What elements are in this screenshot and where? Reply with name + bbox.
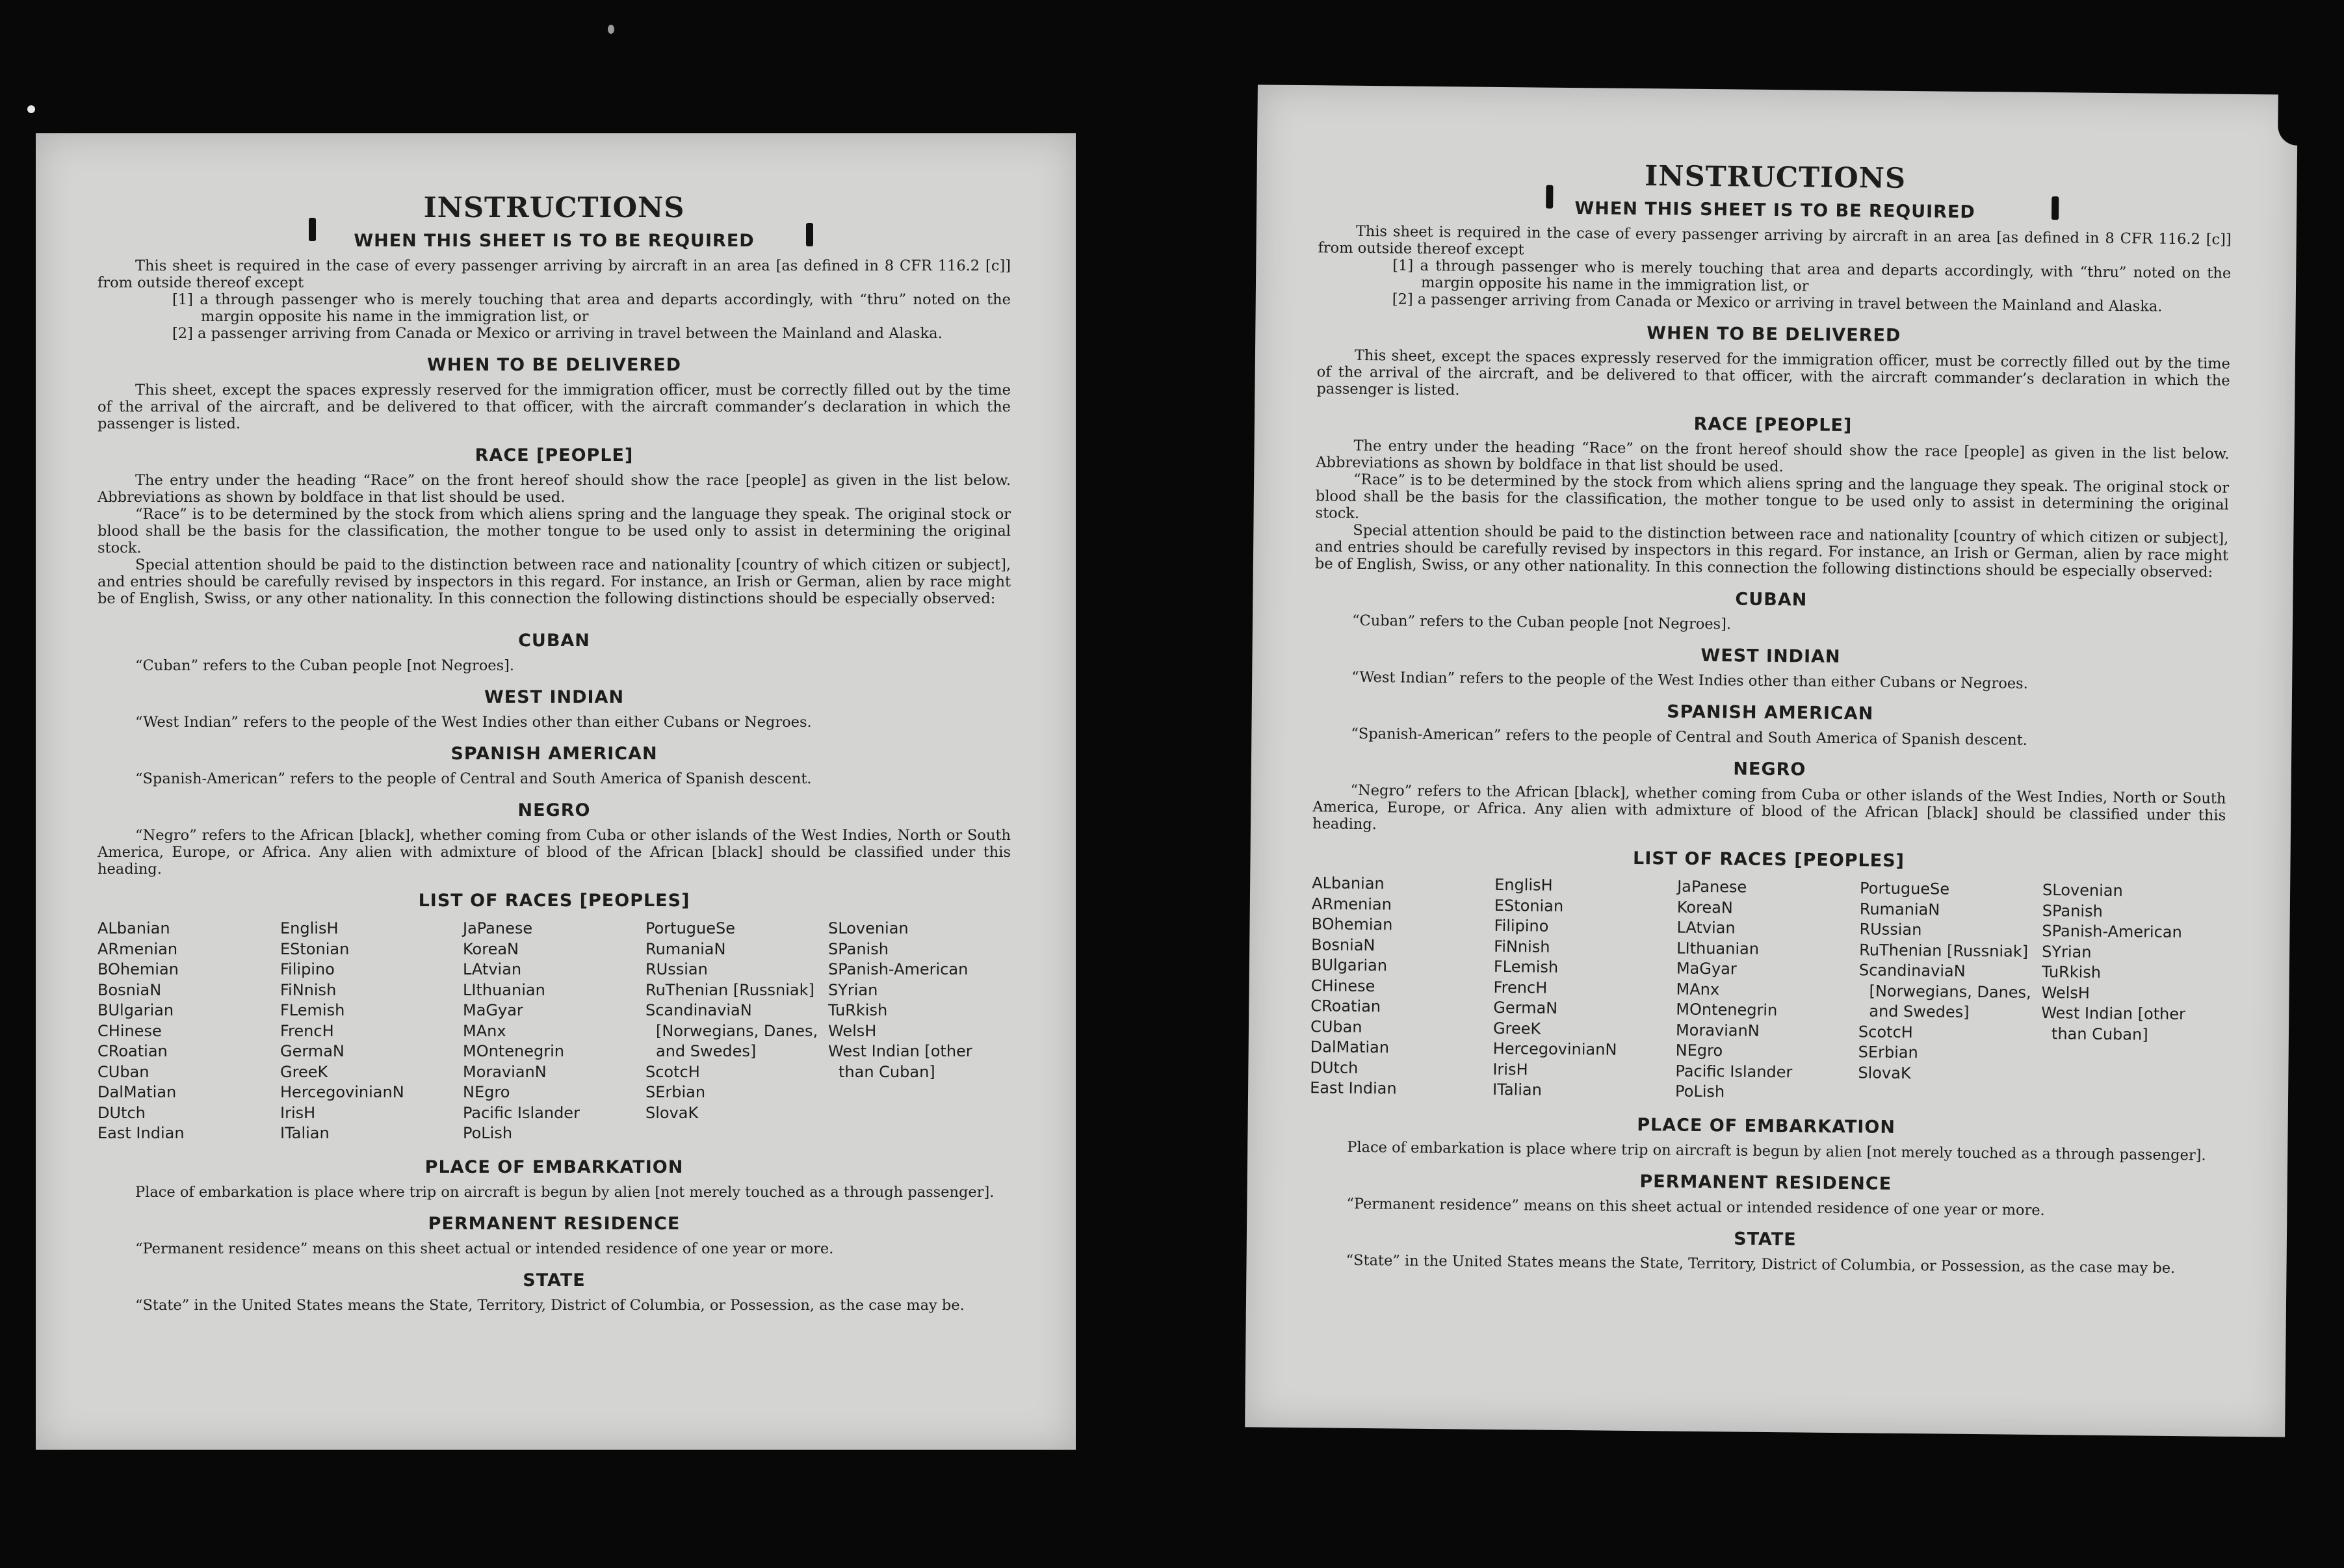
paragraph-required: This sheet is required in the case of every passenger arriving by aircraft in an area [as defined in 8 CFR 116.2 [c]] from outside thereof except <box>98 257 1011 291</box>
race-entry: BosniaN <box>1311 935 1375 954</box>
race-entry: ALbanian <box>1312 874 1385 893</box>
left-document-sheet <box>36 133 1076 1450</box>
paragraph-delivered: This sheet, except the spaces expressly reserved for the immigration officer, must be correctly filled out by the time of the arrival of the aircraft, and be delivered to that officer, with the aircraft commander’s declaration in which the passenger is listed. <box>1316 346 2231 399</box>
race-entry: LIthuanian <box>1676 939 1760 958</box>
races-table <box>98 919 1011 1144</box>
race-entry: EnglisH <box>1494 875 1553 895</box>
race-entry: GermaN <box>1493 998 1558 1017</box>
exception-list <box>172 291 1011 342</box>
race-entry: CHinese <box>1310 976 1375 995</box>
paragraph-cuban: “Cuban” refers to the Cuban people [not Negroes]. <box>135 657 515 674</box>
race-entry: West Indian [other than Cuban] <box>828 1042 972 1081</box>
section-heading-residence: PERMANENT RESIDENCE <box>428 1213 681 1234</box>
section-heading-race: RACE [PEOPLE] <box>475 445 634 465</box>
paragraph-race-2: “Race” is to be determined by the stock from which aliens spring and the language they speak. The original stock or blood shall be the basis for the classification, the mother tongue to be used only to assist in determining the original stock. <box>98 506 1011 556</box>
race-entry: SLovenian <box>828 919 909 937</box>
race-entry: TuRkish <box>828 1001 888 1019</box>
race-entry: NEgro <box>463 1083 510 1101</box>
race-entry: HercegovinianN <box>280 1083 404 1101</box>
race-entry: FrencH <box>1493 978 1548 997</box>
exception-item: [1] a through passenger who is merely touching that area and departs accordingly, with “thru” noted on the margin opposite his name in the immigration list, or <box>1392 257 2232 295</box>
race-entry: WelsH <box>2041 983 2090 1002</box>
paragraph-state: “State” in the United States means the State, Territory, District of Columbia, or Possession, as the case may be. <box>135 1296 965 1314</box>
race-entry: MAnx <box>1676 980 1720 999</box>
section-heading-state: STATE <box>523 1270 586 1290</box>
race-entry: ARmenian <box>1311 894 1392 913</box>
section-heading-residence: PERMANENT RESIDENCE <box>1639 1171 1892 1194</box>
section-heading-cuban: CUBAN <box>518 631 590 651</box>
paragraph-race-1: The entry under the heading “Race” on the front hereof should show the race [people] as given in the list below. Abbreviations as shown by boldface in that list should be used. <box>98 472 1011 506</box>
race-entry: PoLish <box>1674 1082 1725 1101</box>
race-entry: MOntenegrin <box>463 1042 564 1060</box>
section-heading-embarkation: PLACE OF EMBARKATION <box>1637 1114 1896 1138</box>
section-heading-race-list: LIST OF RACES [PEOPLES] <box>1632 848 1905 871</box>
paragraph-residence: “Permanent residence” means on this sheet actual or intended residence of one year or more. <box>135 1240 834 1257</box>
race-entry: IrisH <box>1492 1060 1528 1078</box>
race-entry: ScotcH <box>1858 1022 1913 1041</box>
paragraph-west-indian: “West Indian” refers to the people of the West Indies other than either Cubans or Negroes. <box>1351 668 2028 692</box>
race-entry: DalMatian <box>98 1083 177 1101</box>
race-entry: EStonian <box>280 939 350 958</box>
race-entry: LAtvian <box>463 960 522 978</box>
race-entry: CHinese <box>98 1021 162 1040</box>
exception-item: [1] a through passenger who is merely touching that area and departs accordingly, with “thru” noted on the margin opposite his name in the immigration list, or <box>172 291 1011 325</box>
punch-mark <box>2051 196 2059 220</box>
race-entry: PoLish <box>463 1124 513 1142</box>
paragraph-delivered: This sheet, except the spaces expressly reserved for the immigration officer, must be correctly filled out by the time of the arrival of the aircraft, and be delivered to that officer, with the aircraft commander’s declaration in which the passenger is listed. <box>98 382 1011 432</box>
race-entry: RUssian <box>645 960 708 978</box>
race-entry: FLemish <box>280 1001 345 1019</box>
race-entry: KoreaN <box>1676 898 1733 917</box>
race-entry: ScandinaviaN [Norwegians, Danes, and Swedes] <box>1858 961 2031 1021</box>
race-entry: SErbian <box>645 1083 706 1101</box>
race-entry: SlovaK <box>645 1103 699 1122</box>
race-entry: PortugueSe <box>645 919 735 937</box>
race-entry: RuThenian [Russniak] <box>1859 940 2029 961</box>
race-entry: East Indian <box>98 1124 185 1142</box>
races-column <box>98 919 280 1144</box>
section-heading-delivered: WHEN TO BE DELIVERED <box>1647 323 1901 346</box>
paragraph-negro: “Negro” refers to the African [black], whether coming from Cuba or other islands of the West Indies, North or South America, Europe, or Africa. Any alien with admixture of blood of the African [black] should be classified under this heading. <box>98 827 1011 878</box>
race-entry: GermaN <box>280 1042 345 1060</box>
paragraph-spanish-american: “Spanish-American” refers to the people of Central and South America of Spanish descent. <box>135 770 812 787</box>
race-entry: FiNnish <box>280 980 337 999</box>
race-entry: BUlgarian <box>98 1001 174 1019</box>
section-heading-required: WHEN THIS SHEET IS TO BE REQUIRED <box>354 231 755 251</box>
paragraph-required: This sheet is required in the case of every passenger arriving by aircraft in an area [as defined in 8 CFR 116.2 [c]] from outside thereof except <box>1318 222 2232 259</box>
section-heading-west-indian: WEST INDIAN <box>484 687 625 707</box>
race-entry: SPanish <box>828 939 889 958</box>
paragraph-cuban: “Cuban” refers to the Cuban people [not Negroes]. <box>1351 612 1732 633</box>
race-entry: SlovaK <box>1858 1063 1911 1082</box>
race-entry: GreeK <box>280 1062 328 1081</box>
paragraph-race-1: The entry under the heading “Race” on the front hereof should show the race [people] as given in the list below. Abbreviations as shown by boldface in that list should be used. <box>1316 437 2230 476</box>
section-heading-spanish-american: SPANISH AMERICAN <box>450 744 658 764</box>
race-entry: ARmenian <box>98 939 178 958</box>
section-heading-cuban: CUBAN <box>1735 589 1808 610</box>
races-column <box>828 919 1011 1144</box>
document-title: INSTRUCTIONS <box>423 192 685 224</box>
paragraph-race-3: Special attention should be paid to the distinction between race and nationality [country of which citizen or subject], and entries should be carefully revised by inspectors in this regard. For instance, an Irish or German, alien by race might be of English, Swiss, or any other nationality. In this connection the following distinctions should be especially observed: <box>98 556 1011 607</box>
race-entry: CRoatian <box>98 1042 168 1060</box>
races-column <box>1492 875 1677 1102</box>
race-entry: FLemish <box>1493 957 1559 976</box>
race-entry: MOntenegrin <box>1676 1000 1778 1020</box>
paragraph-embarkation: Place of embarkation is place where trip on aircraft is begun by alien [not merely touched as a through passenger]. <box>1347 1138 2206 1164</box>
races-column <box>1675 877 1860 1104</box>
paragraph-residence: “Permanent residence” means on this sheet actual or intended residence of one year or more. <box>1346 1195 2045 1219</box>
race-entry: SPanish-American <box>2042 922 2182 942</box>
race-entry: ALbanian <box>98 919 170 937</box>
race-entry: JaPanese <box>463 919 533 937</box>
race-entry: IrisH <box>280 1103 316 1122</box>
race-entry: ITalian <box>1492 1080 1542 1099</box>
race-entry: PortugueSe <box>1859 879 1950 898</box>
section-heading-negro: NEGRO <box>517 800 591 820</box>
punch-mark <box>1546 185 1553 209</box>
dust-speck <box>608 25 614 34</box>
race-entry: SYrian <box>828 980 878 999</box>
exception-item: [2] a passenger arriving from Canada or Mexico or arriving in travel between the Mainland and Alaska. <box>1392 291 2163 315</box>
race-entry: CUban <box>1310 1017 1362 1036</box>
race-entry: SPanish <box>2042 901 2103 921</box>
dust-speck <box>27 105 35 113</box>
paragraph-embarkation: Place of embarkation is place where trip on aircraft is begun by alien [not merely touched as a through passenger]. <box>135 1183 995 1201</box>
section-heading-negro: NEGRO <box>1733 759 1806 780</box>
race-entry: GreeK <box>1492 1019 1541 1038</box>
race-entry: ITalian <box>280 1124 330 1142</box>
section-heading-delivered: WHEN TO BE DELIVERED <box>426 355 682 375</box>
race-entry: RumaniaN <box>1859 899 1940 919</box>
exception-list <box>1392 257 2232 315</box>
race-entry: EnglisH <box>280 919 339 937</box>
exception-item: [2] a passenger arriving from Canada or Mexico or arriving in travel between the Mainland and Alaska. <box>172 325 943 342</box>
section-heading-west-indian: WEST INDIAN <box>1700 645 1841 668</box>
race-entry: MoravianN <box>463 1062 547 1081</box>
race-entry: Filipino <box>280 960 335 978</box>
race-entry: MAnx <box>463 1021 506 1040</box>
race-entry: East Indian <box>1310 1078 1397 1098</box>
race-entry: LIthuanian <box>463 980 545 999</box>
race-entry: ScandinaviaN [Norwegians, Danes, and Swedes] <box>645 1001 818 1060</box>
race-entry: Pacific Islander <box>463 1103 580 1122</box>
punch-mark <box>806 223 813 246</box>
race-entry: MaGyar <box>1676 959 1737 978</box>
section-heading-embarkation: PLACE OF EMBARKATION <box>424 1156 684 1177</box>
race-entry: RuThenian [Russniak] <box>645 980 814 999</box>
races-column <box>280 919 463 1144</box>
section-heading-required: WHEN THIS SHEET IS TO BE REQUIRED <box>1574 198 1975 222</box>
race-entry: JaPanese <box>1677 877 1747 896</box>
race-entry: MaGyar <box>463 1001 523 1019</box>
race-entry: BOhemian <box>98 960 179 978</box>
race-entry: SErbian <box>1858 1043 1918 1062</box>
race-entry: DUtch <box>1310 1058 1359 1077</box>
races-column <box>1858 878 2042 1105</box>
race-entry: HercegovinianN <box>1492 1039 1617 1059</box>
race-entry: DUtch <box>98 1103 146 1122</box>
race-entry: CRoatian <box>1310 997 1381 1016</box>
race-entry: EStonian <box>1494 896 1564 915</box>
races-table <box>1310 873 2225 1107</box>
race-entry: DalMatian <box>1310 1038 1390 1057</box>
torn-corner <box>2278 86 2304 145</box>
race-entry: FiNnish <box>1494 937 1550 956</box>
races-column <box>2040 880 2225 1107</box>
race-entry: LAtvian <box>1676 918 1736 937</box>
races-column <box>1310 873 1494 1100</box>
race-entry: RUssian <box>1859 920 1922 939</box>
race-entry: FrencH <box>280 1021 334 1040</box>
race-entry: RumaniaN <box>645 939 726 958</box>
races-column <box>645 919 828 1144</box>
paragraph-state: “State” in the United States means the State, Territory, District of Columbia, or Possession, as the case may be. <box>1346 1251 2176 1277</box>
race-entry: TuRkish <box>2041 963 2102 982</box>
section-heading-state: STATE <box>1734 1228 1797 1249</box>
race-entry: Pacific Islander <box>1675 1062 1793 1081</box>
punch-mark <box>309 218 316 241</box>
race-entry: Filipino <box>1494 916 1549 935</box>
section-heading-race: RACE [PEOPLE] <box>1693 413 1853 436</box>
race-entry: SYrian <box>2042 942 2092 961</box>
right-document-sheet <box>1245 85 2298 1437</box>
race-entry: BUlgarian <box>1310 956 1388 975</box>
race-entry: ScotcH <box>645 1062 700 1081</box>
race-entry: MoravianN <box>1675 1021 1760 1040</box>
race-entry: BosniaN <box>98 980 162 999</box>
race-entry: West Indian [other than Cuban] <box>2041 1004 2186 1044</box>
race-entry: NEgro <box>1675 1041 1723 1060</box>
race-entry: BOhemian <box>1311 915 1393 934</box>
races-column <box>463 919 645 1144</box>
paragraph-race-3: Special attention should be paid to the distinction between race and nationality [country of which citizen or subject], and entries should be carefully revised by inspectors in this regard. For instance, an Irish or German, alien by race might be of English, Swiss, or any other nationality. In this connection the following distinctions should be especially observed: <box>1314 521 2229 581</box>
race-entry: KoreaN <box>463 939 519 958</box>
paragraph-negro: “Negro” refers to the African [black], whether coming from Cuba or other islands of the West Indies, North or South America, Europe, or Africa. Any alien with admixture of blood of the African [black] should be classified under this heading. <box>1312 781 2226 833</box>
document-title: INSTRUCTIONS <box>1644 160 1907 195</box>
race-entry: CUban <box>98 1062 150 1081</box>
race-entry: WelsH <box>828 1021 877 1040</box>
section-heading-race-list: LIST OF RACES [PEOPLES] <box>418 891 690 911</box>
race-entry: SLovenian <box>2042 881 2123 900</box>
section-heading-spanish-american: SPANISH AMERICAN <box>1667 701 1874 724</box>
paragraph-spanish-american: “Spanish-American” refers to the people of Central and South America of Spanish descent. <box>1351 725 2027 749</box>
race-entry: SPanish-American <box>828 960 969 978</box>
paragraph-race-2: “Race” is to be determined by the stock from which aliens spring and the language they speak. The original stock or blood shall be the basis for the classification, the mother tongue to be used only to assist in determining the original stock. <box>1315 471 2230 522</box>
paragraph-west-indian: “West Indian” refers to the people of the West Indies other than either Cubans or Negroes. <box>135 714 812 731</box>
